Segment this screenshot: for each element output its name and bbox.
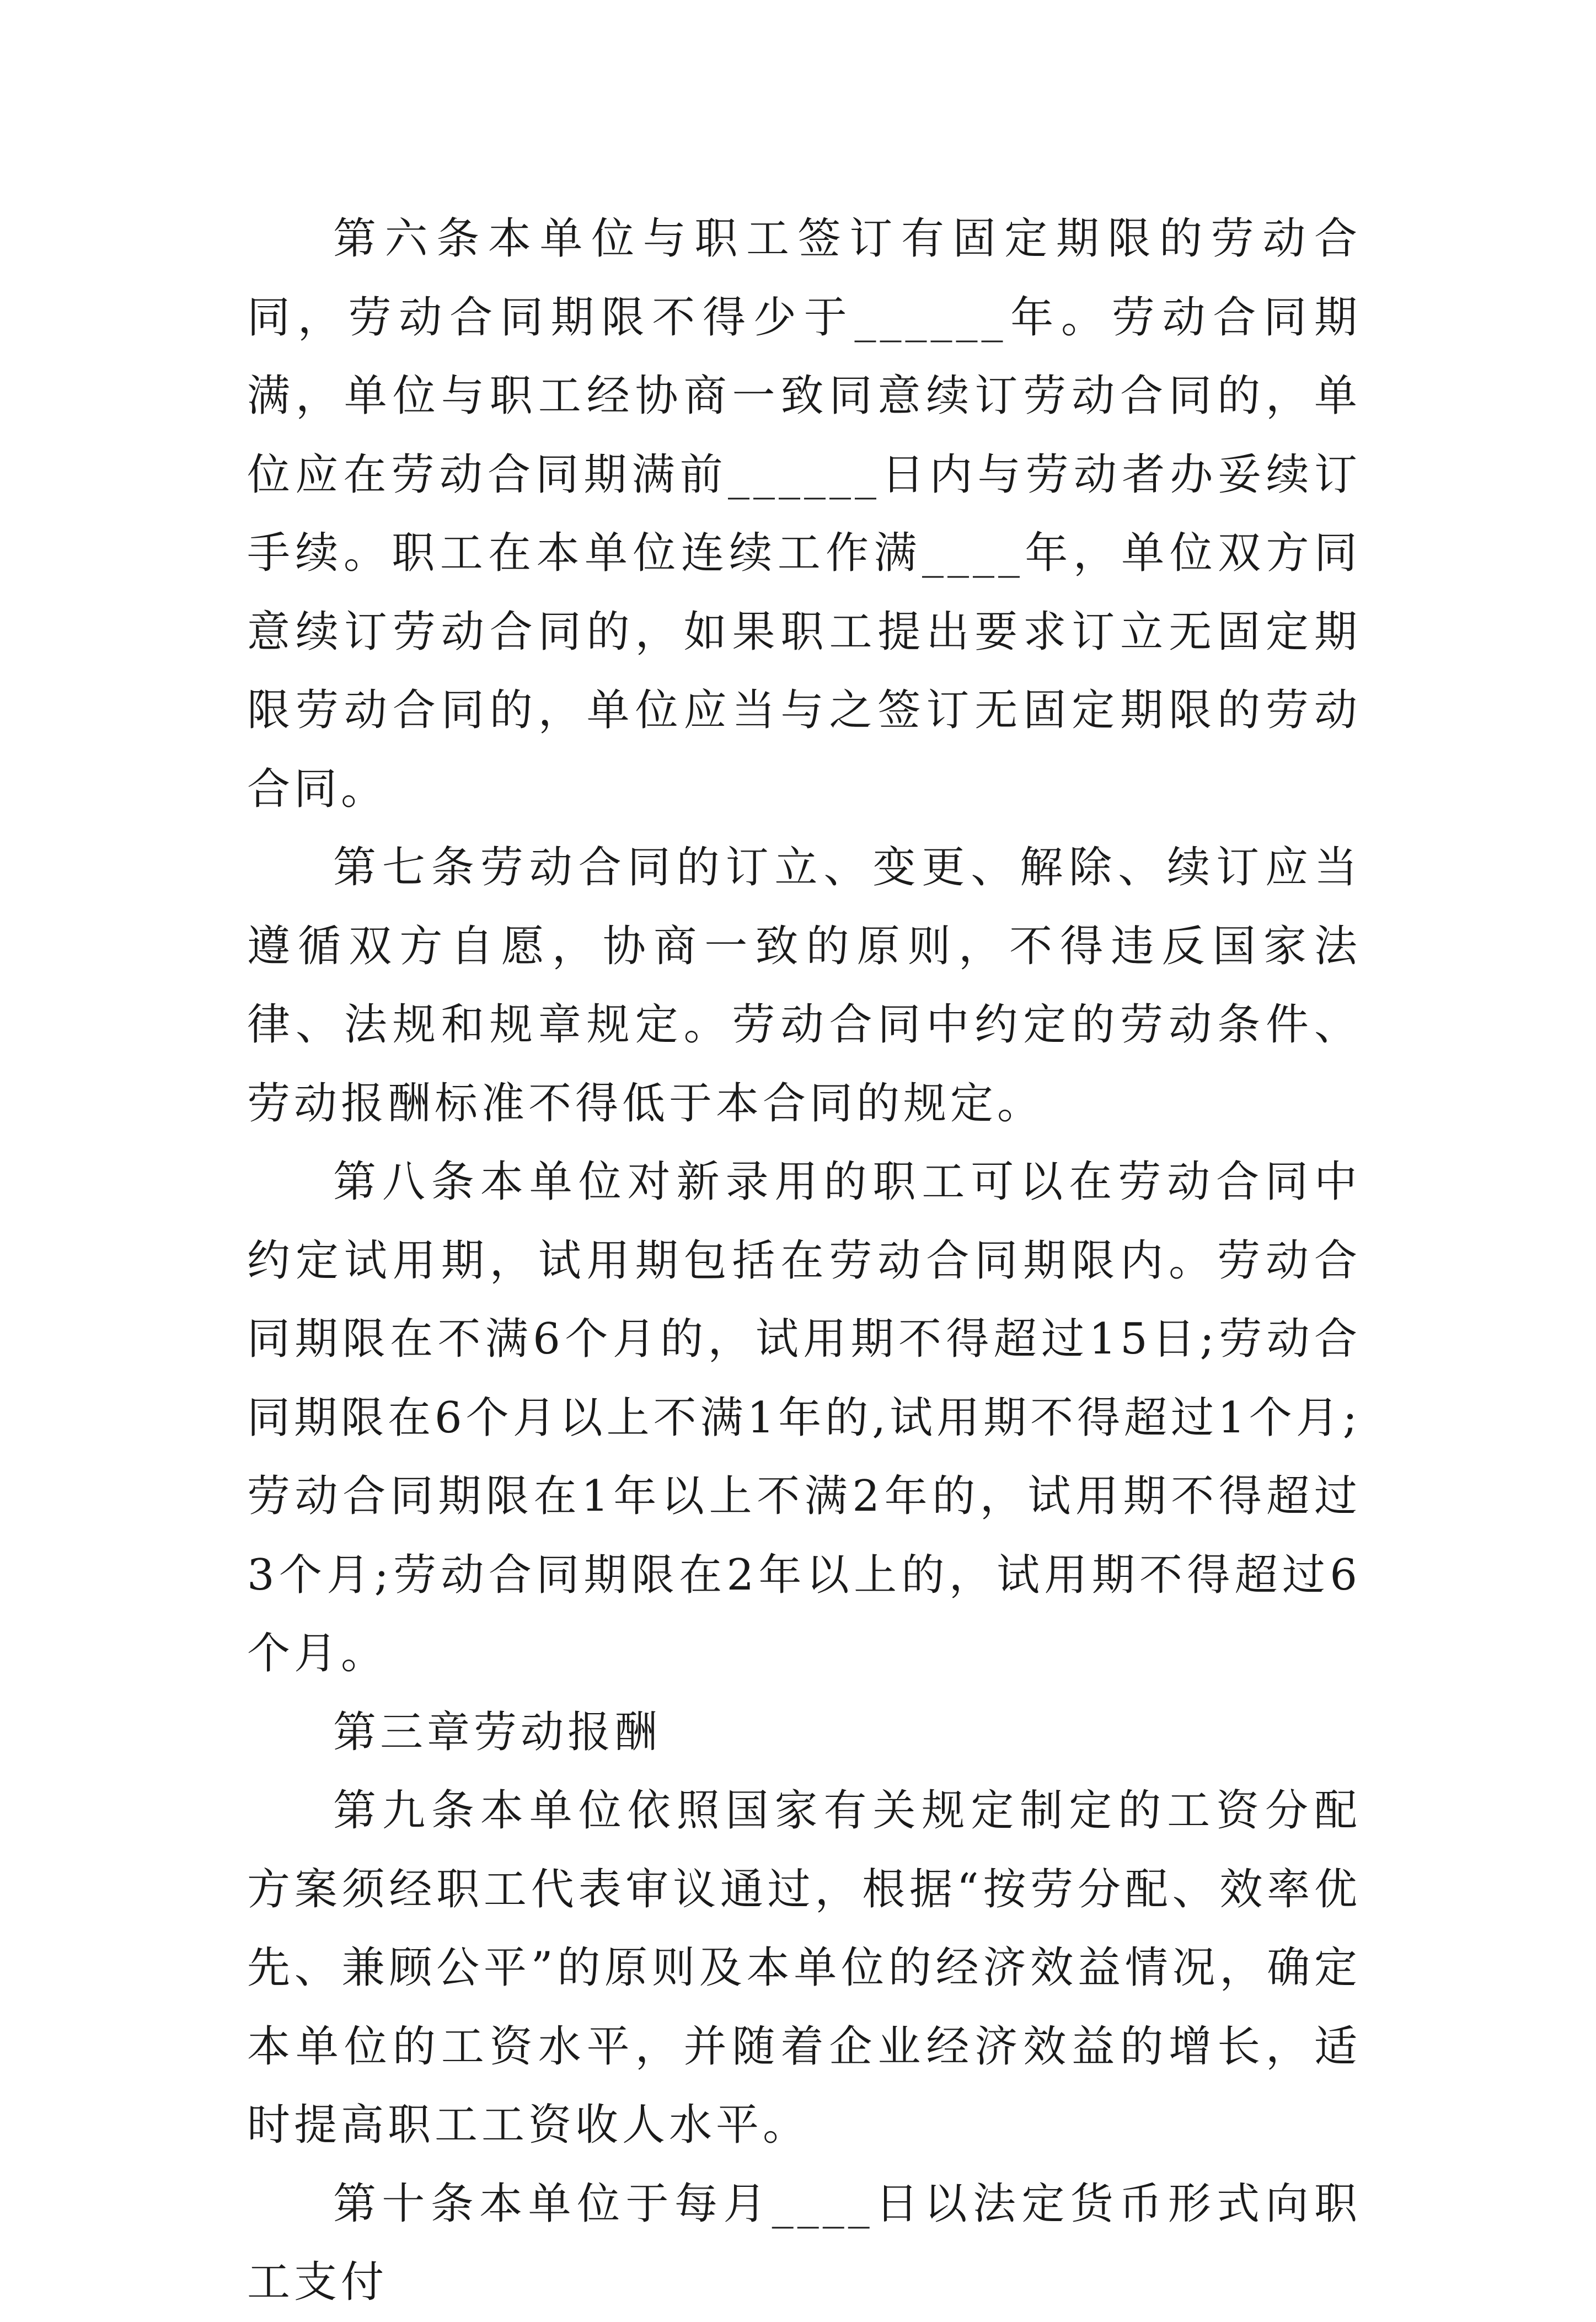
chapter-3-heading: 第三章劳动报酬 xyxy=(333,1707,662,1757)
article-10-paragraph: 第十条本单位于每月____日以法定货币形式向职工支付 xyxy=(247,2179,1361,2307)
article-7-paragraph: 第七条劳动合同的订立、变更、解除、续订应当遵循双方自愿，协商一致的原则，不得违反国家法律、法规和规章规定。劳动合同中约定的劳动条件、劳动报酬标准不得低于本合同的规定。 xyxy=(247,843,1361,1128)
article-6-paragraph: 第六条本单位与职工签订有固定期限的劳动合同，劳动合同期限不得少于______年。劳动合同期满，单位与职工经协商一致同意续订劳动合同的，单位应在劳动合同期满前______日内与劳动者办妥续订手续。职工在本单位连续工作满____年，单位双方同意续订劳动合同的，如果职工提出要求订立无固定期限劳动合同的，单位应当与之签订无固定期限的劳动合同。 xyxy=(247,214,1361,814)
article-9-paragraph: 第九条本单位依照国家有关规定制定的工资分配方案须经职工代表审议通过，根据“按劳分配、效率优先、兼顾公平”的原则及本单位的经济效益情况，确定本单位的工资水平，并随着企业经济效益的增长，适时提高职工工资收人水平。 xyxy=(247,1786,1361,2150)
document-body xyxy=(247,200,1361,2322)
article-8-paragraph: 第八条本单位对新录用的职工可以在劳动合同中约定试用期，试用期包括在劳动合同期限内。劳动合同期限在不满6个月的，试用期不得超过15日;劳动合同期限在6个月以上不满1年的,试用期不得超过1个月;劳动合同期限在1年以上不满2年的，试用期不得超过3个月;劳动合同期限在2年以上的，试用期不得超过6个月。 xyxy=(247,1157,1361,1678)
